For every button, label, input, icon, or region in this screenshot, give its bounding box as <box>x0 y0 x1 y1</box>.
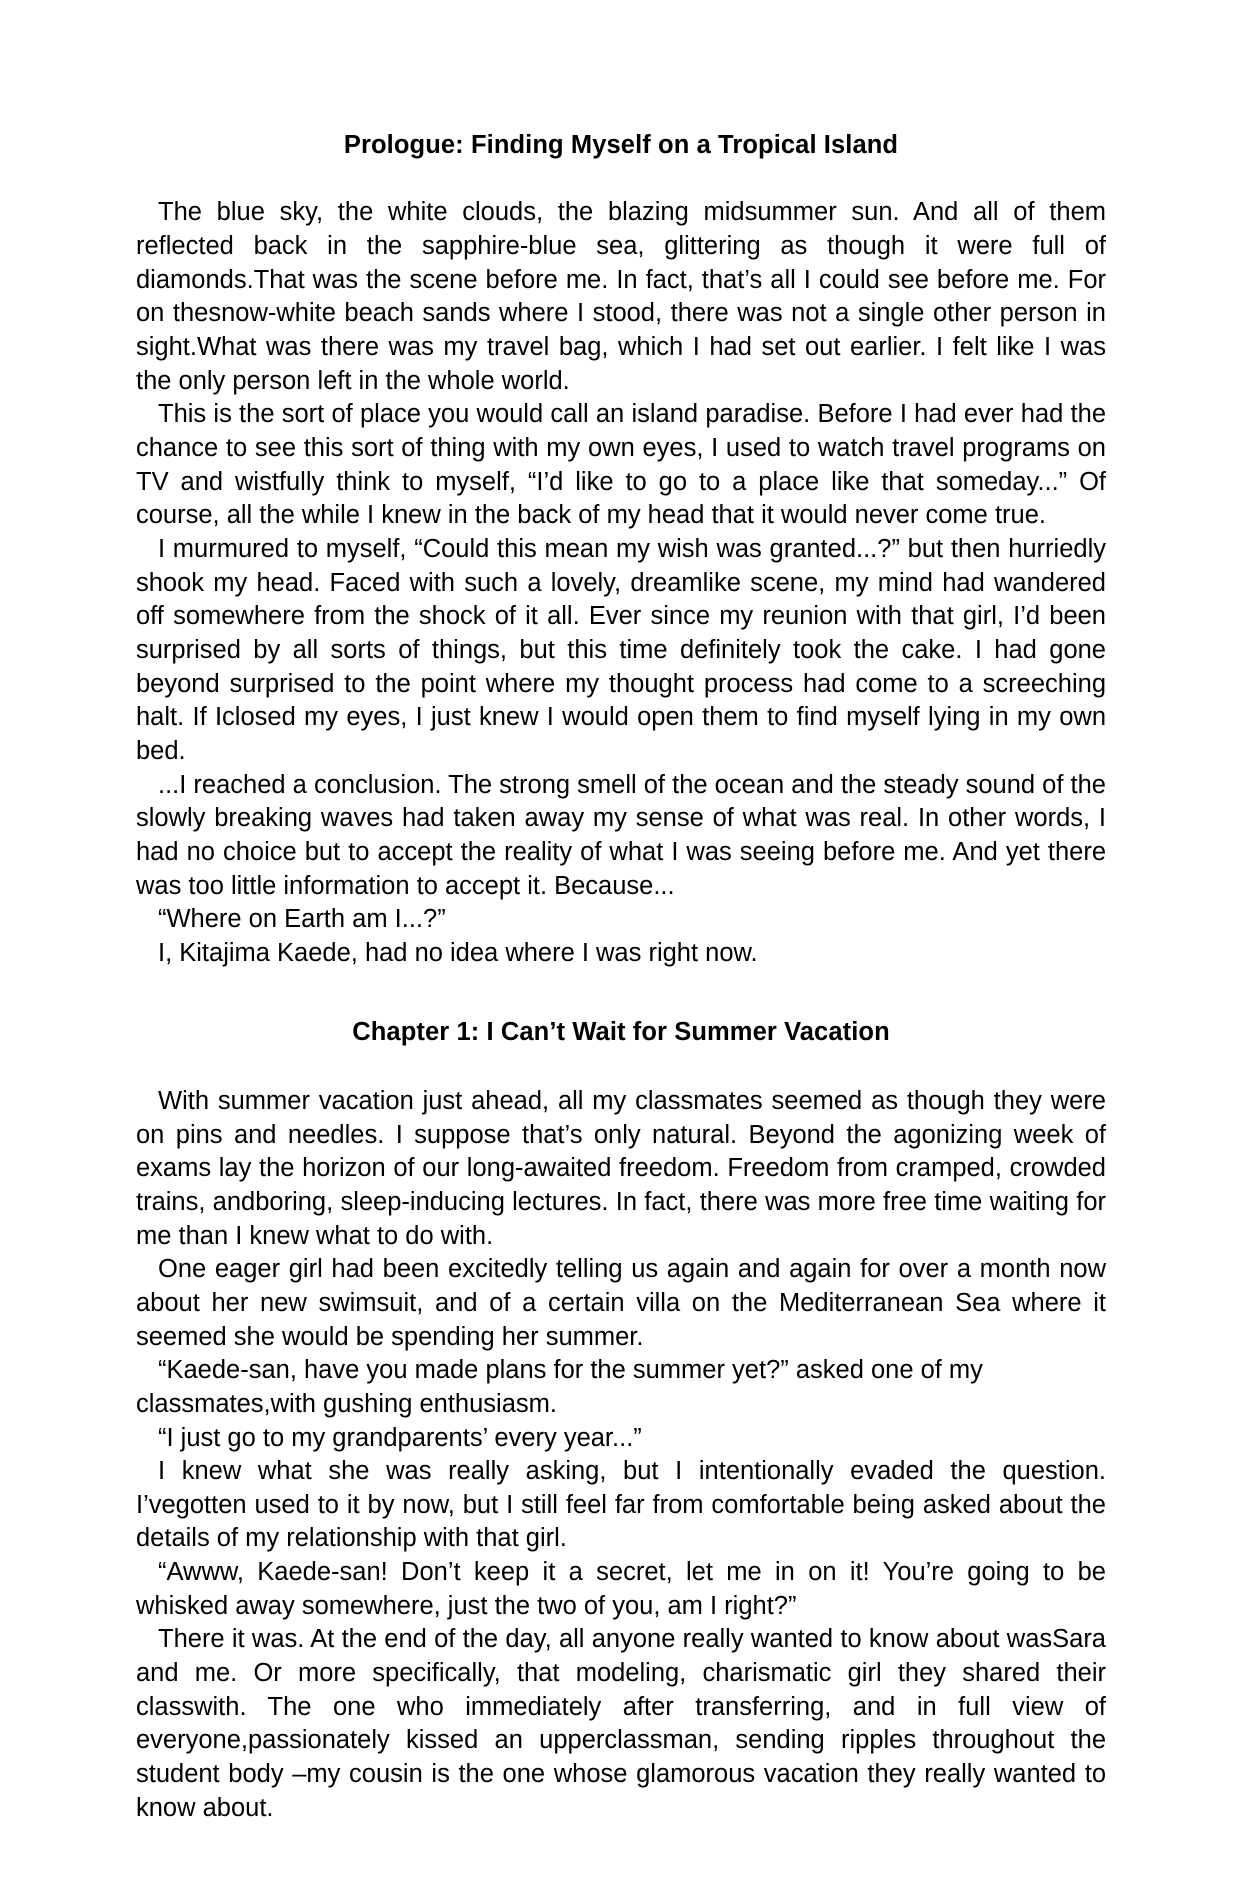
chapter-1-paragraph-7: There it was. At the end of the day, all anyone really wanted to know about wasSara and me. Or more specifically, that modeling, charismatic girl they shared their classwith. The one who immediately after transferring, and in full view of everyone,passionately kissed an upperclassman, sending ripples throughout the student body –my cousin is the one whose glamorous vacation they really wanted to know about. <box>136 1625 1106 1822</box>
chapter-1-paragraph-1: With summer vacation just ahead, all my classmates seemed as though they were on pins and needles. I suppose that’s only natural. Beyond the agonizing week of exams lay the horizon of our long-awaited freedom. Freedom from cramped, crowded trains, andboring, sleep-inducing lectures. In fact, there was more free time waiting for me than I knew what to do with. <box>136 1086 1106 1250</box>
document-body <box>136 128 1106 1825</box>
prologue-paragraph-4: ...I reached a conclusion. The strong smell of the ocean and the steady sound of the slowly breaking waves had taken away my sense of what was real. In other words, I had no choice but to accept the reality of what I was seeing before me. And yet there was too little information to accept it. Because... <box>136 770 1106 900</box>
prologue-paragraph-6: I, Kitajima Kaede, had no idea where I was right now. <box>158 938 758 967</box>
chapter-1-heading: Chapter 1: I Can’t Wait for Summer Vacation <box>352 1017 890 1046</box>
prologue-paragraph-3: I murmured to myself, “Could this mean my wish was granted...?” but then hurriedly shook my head. Faced with such a lovely, dreamlike scene, my mind had wandered off somewhere from the shock of it all. Ever since my reunion with that girl, I’d been surprised by all sorts of things, but this time definitely took the cake. I had gone beyond surprised to the point where my thought process had come to a screeching halt. If Iclosed my eyes, I just knew I would open them to find myself lying in my own bed. <box>136 534 1106 765</box>
chapter-1-paragraph-6: “Awww, Kaede-san! Don’t keep it a secret, let me in on it! You’re going to be whisked away somewhere, just the two of you, am I right?” <box>136 1558 1106 1620</box>
chapter-1-paragraph-3: “Kaede-san, have you made plans for the summer yet?” asked one of my classmates,with gushing enthusiasm. <box>136 1356 983 1418</box>
prologue-heading: Prologue: Finding Myself on a Tropical Island <box>343 131 899 159</box>
chapter-1-paragraph-2: One eager girl had been excitedly telling us again and again for over a month now about her new swimsuit, and of a certain villa on the Mediterranean Sea where it seemed she would be spending her summer. <box>136 1255 1106 1351</box>
prologue-paragraph-5: “Where on Earth am I...?” <box>158 905 446 934</box>
chapter-1-paragraph-4: “I just go to my grandparents’ every year...” <box>158 1423 642 1452</box>
prologue-paragraph-1: The blue sky, the white clouds, the blazing midsummer sun. And all of them reflected back in the sapphire-blue sea, glittering as though it were full of diamonds.That was the scene before me. In fact, that’s all I could see before me. For on thesnow-white beach sands where I stood, there was not a single other person in sight.What was there was my travel bag, which I had set out earlier. I felt like I was the only person left in the whole world. <box>136 198 1106 395</box>
chapter-1-paragraph-5: I knew what she was really asking, but I intentionally evaded the question. I’vegotten used to it by now, but I still feel far from comfortable being asked about the details of my relationship with that girl. <box>136 1457 1106 1553</box>
prologue-paragraph-2: This is the sort of place you would call an island paradise. Before I had ever had the chance to see this sort of thing with my own eyes, I used to watch travel programs on TV and wistfully think to myself, “I’d like to go to a place like that someday...” Of course, all the while I knew in the back of my head that it would never come true. <box>136 400 1106 530</box>
